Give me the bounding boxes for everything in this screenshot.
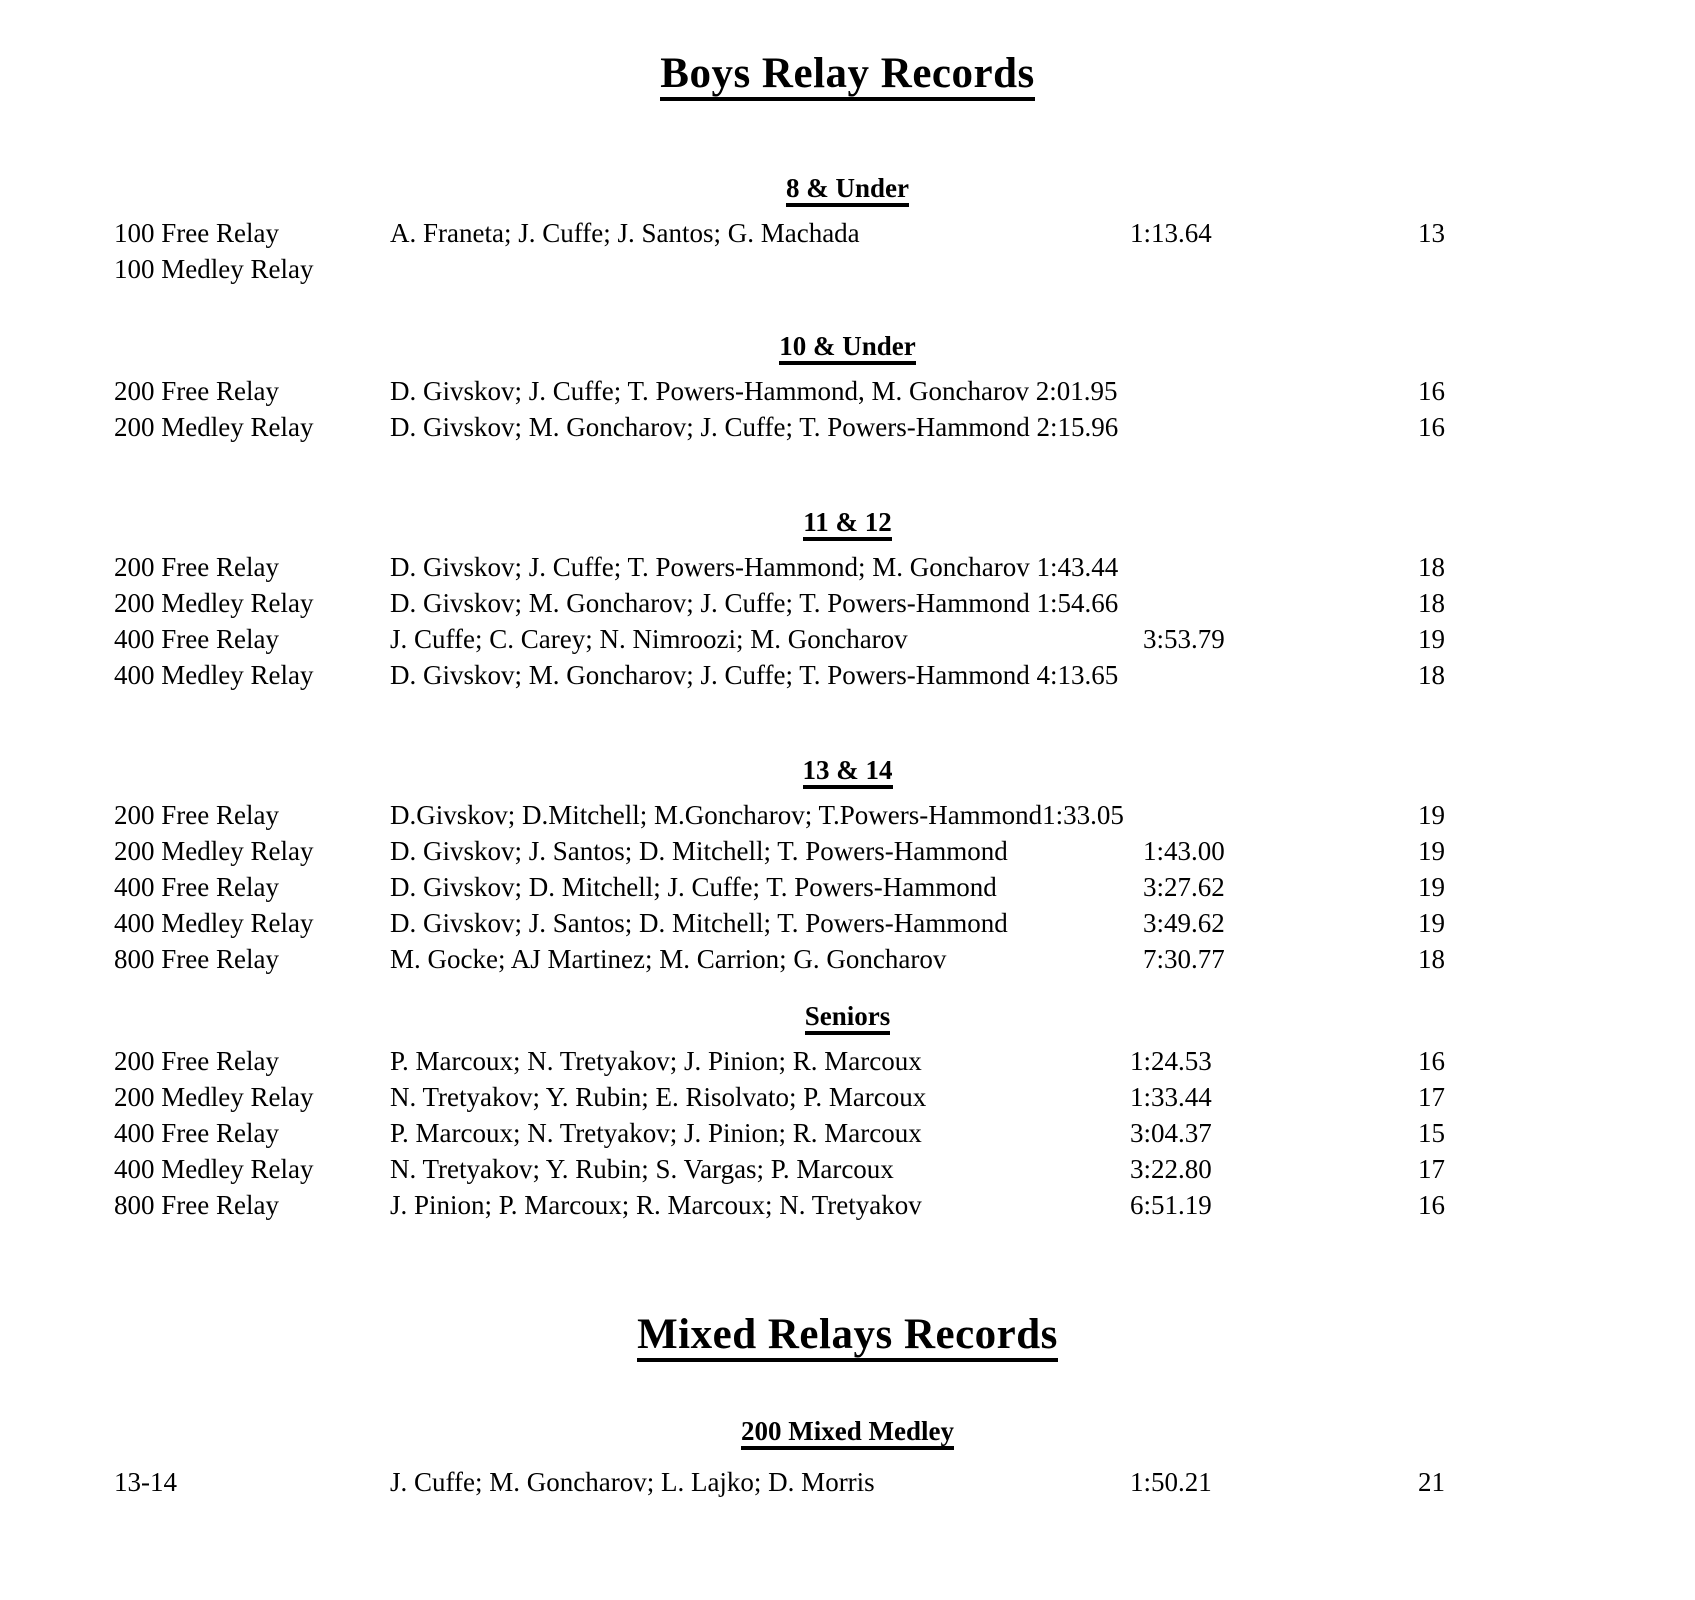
- record-year: 16: [1418, 1190, 1445, 1220]
- record-row: [0, 905, 1695, 941]
- record-row: [0, 621, 1695, 657]
- record-row: [0, 941, 1695, 977]
- record-year: 18: [1418, 660, 1445, 690]
- swimmer-names: D. Givskov; J. Santos; D. Mitchell; T. Powers-Hammond: [390, 836, 1008, 866]
- section-rows-13-14: [0, 797, 1695, 977]
- section-heading-10-under-text: 10 & Under: [779, 333, 916, 365]
- section-rows-200-mixed-medley: [0, 1464, 1695, 1500]
- record-time: 7:30.77: [1143, 944, 1225, 974]
- record-time: 3:27.62: [1143, 872, 1225, 902]
- swimmer-names: D. Givskov; M. Goncharov; J. Cuffe; T. Powers-Hammond 1:54.66: [390, 588, 1119, 618]
- section-heading-13-14-text: 13 & 14: [803, 757, 893, 789]
- section-rows-seniors: [0, 1043, 1695, 1223]
- record-row: [0, 549, 1695, 585]
- swimmer-names: N. Tretyakov; Y. Rubin; E. Risolvato; P. Marcoux: [390, 1082, 927, 1112]
- swimmer-names: J. Cuffe; C. Carey; N. Nimroozi; M. Goncharov: [390, 624, 908, 654]
- record-row: [0, 1115, 1695, 1151]
- record-year: 19: [1418, 908, 1445, 938]
- swimmer-names: M. Gocke; AJ Martinez; M. Carrion; G. Goncharov: [390, 944, 947, 974]
- record-year: 19: [1418, 624, 1445, 654]
- section-heading-8-under-text: 8 & Under: [786, 175, 909, 207]
- record-row: [0, 1187, 1695, 1223]
- page-title-mixed-text: Mixed Relays Records: [637, 1313, 1058, 1362]
- record-year: 19: [1418, 836, 1445, 866]
- swimmer-names: A. Franeta; J. Cuffe; J. Santos; G. Machada: [390, 218, 860, 248]
- section-heading-8-under: [0, 175, 1695, 207]
- event-name: 400 Medley Relay: [114, 908, 314, 938]
- record-row: [0, 657, 1695, 693]
- section-rows-10-under: [0, 373, 1695, 445]
- swimmer-names: P. Marcoux; N. Tretyakov; J. Pinion; R. Marcoux: [390, 1118, 922, 1148]
- swimmer-names: J. Pinion; P. Marcoux; R. Marcoux; N. Tretyakov: [390, 1190, 922, 1220]
- section-heading-200-mixed-medley: [0, 1418, 1695, 1450]
- page-title-boys: [0, 52, 1695, 101]
- record-time: 1:24.53: [1130, 1046, 1212, 1076]
- record-row: [0, 251, 1695, 287]
- record-row: [0, 409, 1695, 445]
- record-time: 1:33.44: [1130, 1082, 1212, 1112]
- swimmer-names: D. Givskov; J. Santos; D. Mitchell; T. Powers-Hammond: [390, 908, 1008, 938]
- swimmer-names: N. Tretyakov; Y. Rubin; S. Vargas; P. Marcoux: [390, 1154, 894, 1184]
- swimmer-names: D. Givskov; J. Cuffe; T. Powers-Hammond; M. Goncharov 1:43.44: [390, 552, 1119, 582]
- event-name: 200 Free Relay: [114, 1046, 279, 1076]
- event-name: 400 Free Relay: [114, 872, 279, 902]
- section-rows-8-under: [0, 215, 1695, 287]
- section-heading-seniors: [0, 1003, 1695, 1035]
- event-name: 400 Free Relay: [114, 1118, 279, 1148]
- event-name: 100 Free Relay: [114, 218, 279, 248]
- record-row: [0, 1151, 1695, 1187]
- record-row: [0, 1079, 1695, 1115]
- record-row: [0, 215, 1695, 251]
- swimmer-names: D. Givskov; M. Goncharov; J. Cuffe; T. Powers-Hammond 4:13.65: [390, 660, 1119, 690]
- event-name: 400 Free Relay: [114, 624, 279, 654]
- record-time: 3:04.37: [1130, 1118, 1212, 1148]
- event-name: 800 Free Relay: [114, 944, 279, 974]
- swimmer-names: D.Givskov; D.Mitchell; M.Goncharov; T.Powers-Hammond1:33.05: [390, 800, 1124, 830]
- event-name: 200 Medley Relay: [114, 412, 314, 442]
- record-year: 19: [1418, 872, 1445, 902]
- record-year: 19: [1418, 800, 1445, 830]
- event-name: 200 Free Relay: [114, 552, 279, 582]
- record-row: [0, 585, 1695, 621]
- record-year: 16: [1418, 1046, 1445, 1076]
- record-time: 1:13.64: [1130, 218, 1212, 248]
- event-name: 200 Free Relay: [114, 376, 279, 406]
- record-time: 6:51.19: [1130, 1190, 1212, 1220]
- record-time: 1:43.00: [1143, 836, 1225, 866]
- event-name: 400 Medley Relay: [114, 660, 314, 690]
- record-year: 15: [1418, 1118, 1445, 1148]
- section-heading-11-12-text: 11 & 12: [803, 509, 892, 541]
- event-name: 800 Free Relay: [114, 1190, 279, 1220]
- event-name: 13-14: [114, 1467, 177, 1497]
- record-year: 21: [1418, 1467, 1445, 1497]
- boys-title-block: [0, 0, 1695, 101]
- record-year: 18: [1418, 944, 1445, 974]
- event-name: 200 Free Relay: [114, 800, 279, 830]
- swimmer-names: D. Givskov; M. Goncharov; J. Cuffe; T. Powers-Hammond 2:15.96: [390, 412, 1119, 442]
- record-year: 16: [1418, 412, 1445, 442]
- mixed-title-block: [0, 1313, 1695, 1362]
- event-name: 100 Medley Relay: [114, 254, 314, 284]
- record-year: 18: [1418, 552, 1445, 582]
- swimmer-names: J. Cuffe; M. Goncharov; L. Lajko; D. Morris: [390, 1467, 875, 1497]
- record-year: 17: [1418, 1082, 1445, 1112]
- record-time: 3:22.80: [1130, 1154, 1212, 1184]
- record-row: [0, 1464, 1695, 1500]
- record-time: 1:50.21: [1130, 1467, 1212, 1497]
- swimmer-names: D. Givskov; J. Cuffe; T. Powers-Hammond, M. Goncharov 2:01.95: [390, 376, 1118, 406]
- page-title-boys-text: Boys Relay Records: [660, 52, 1034, 101]
- record-time: 3:49.62: [1143, 908, 1225, 938]
- record-year: 16: [1418, 376, 1445, 406]
- section-heading-10-under: [0, 333, 1695, 365]
- page-title-mixed: [0, 1313, 1695, 1362]
- section-rows-11-12: [0, 549, 1695, 693]
- swimmer-names: P. Marcoux; N. Tretyakov; J. Pinion; R. Marcoux: [390, 1046, 922, 1076]
- record-row: [0, 373, 1695, 409]
- event-name: 400 Medley Relay: [114, 1154, 314, 1184]
- section-heading-13-14: [0, 757, 1695, 789]
- record-year: 13: [1418, 218, 1445, 248]
- event-name: 200 Medley Relay: [114, 836, 314, 866]
- record-row: [0, 797, 1695, 833]
- record-row: [0, 833, 1695, 869]
- record-row: [0, 869, 1695, 905]
- event-name: 200 Medley Relay: [114, 588, 314, 618]
- record-year: 17: [1418, 1154, 1445, 1184]
- section-heading-200-mixed-medley-text: 200 Mixed Medley: [741, 1418, 954, 1450]
- section-heading-11-12: [0, 509, 1695, 541]
- record-year: 18: [1418, 588, 1445, 618]
- section-heading-seniors-text: Seniors: [805, 1003, 891, 1035]
- record-row: [0, 1043, 1695, 1079]
- swimmer-names: D. Givskov; D. Mitchell; J. Cuffe; T. Powers-Hammond: [390, 872, 997, 902]
- record-time: 3:53.79: [1143, 624, 1225, 654]
- event-name: 200 Medley Relay: [114, 1082, 314, 1112]
